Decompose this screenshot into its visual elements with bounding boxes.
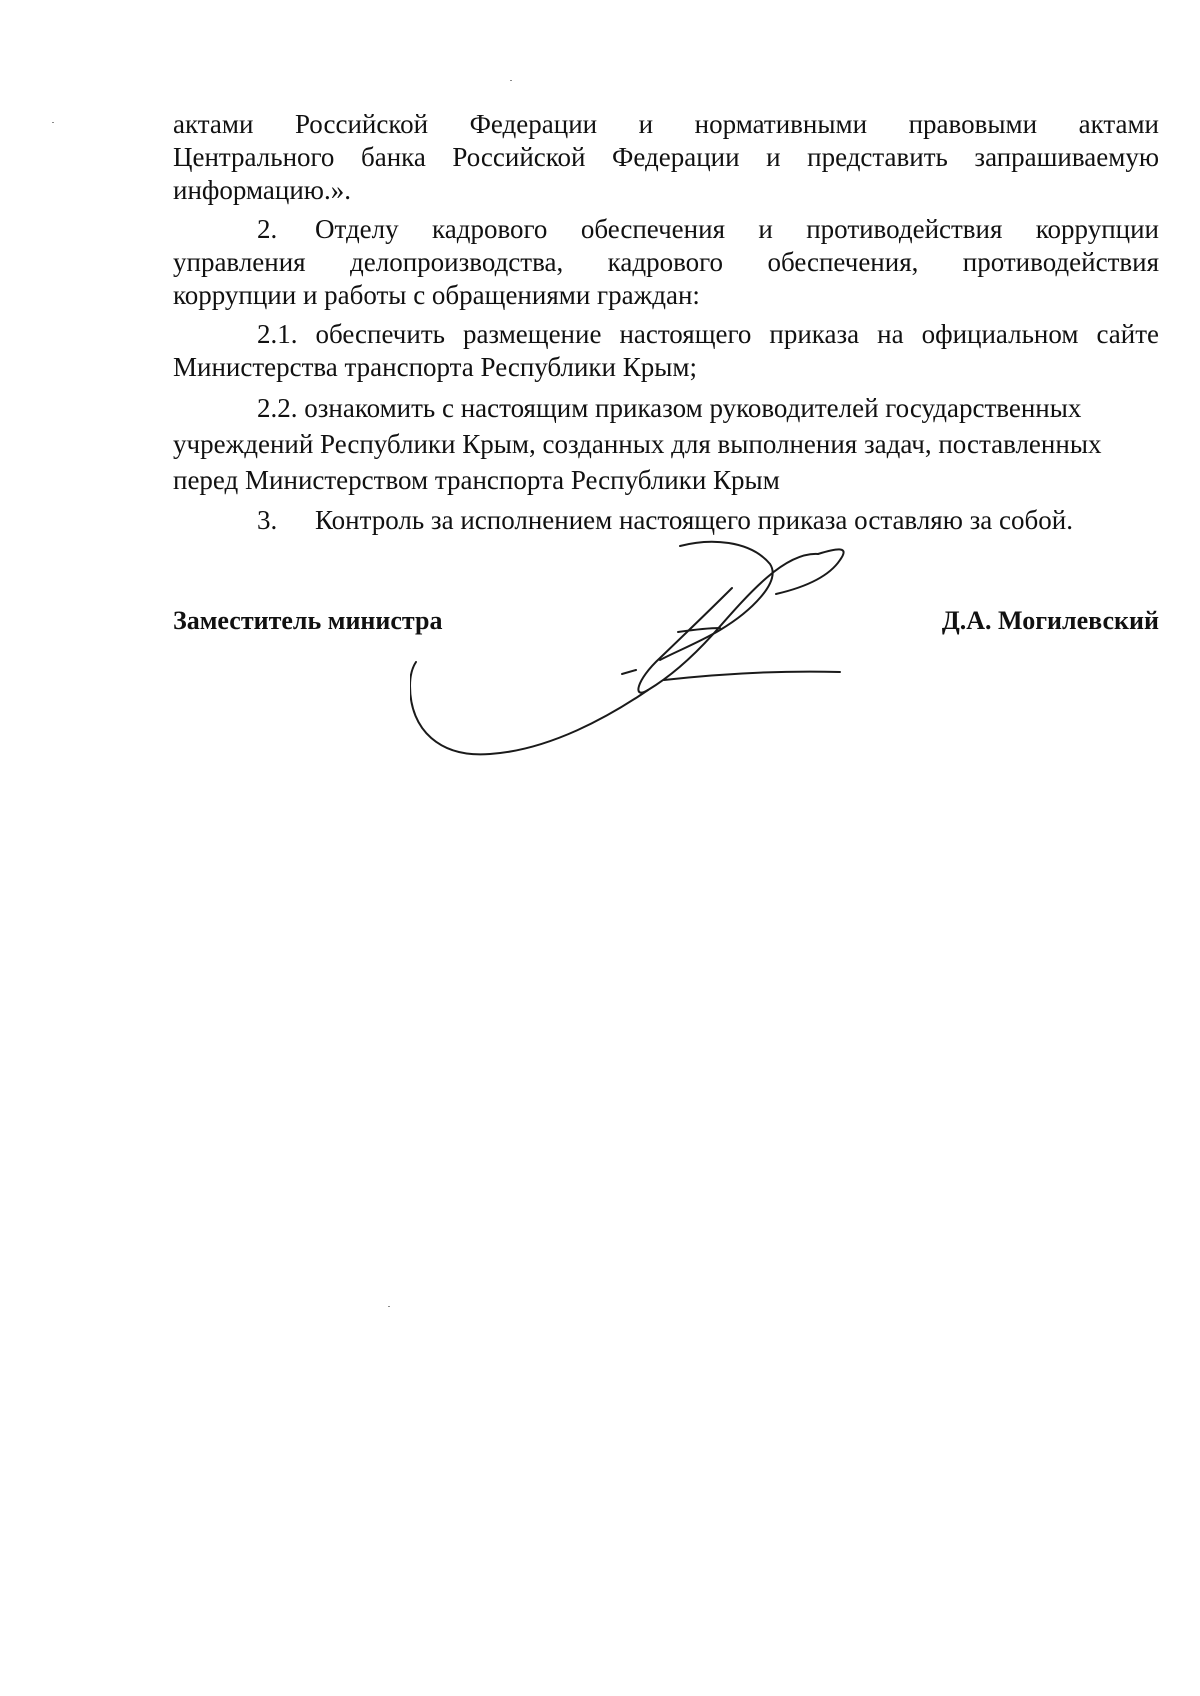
- scan-speck: [52, 122, 54, 123]
- scan-speck: [510, 80, 512, 81]
- body-line: информацию.».: [173, 175, 351, 205]
- body-line: коррупции и работы с обращениями граждан:: [173, 280, 700, 310]
- body-line: перед Министерством транспорта Республики Крым: [173, 465, 780, 495]
- item-3-text: Контроль за исполнением настоящего приказа оставляю за собой.: [315, 505, 1073, 535]
- body-line: Министерства транспорта Республики Крым;: [173, 352, 697, 382]
- order-body-text: [173, 108, 1159, 537]
- item-2-2-first-line: 2.2. ознакомить с настоящим приказом руководителей государственных: [257, 393, 1082, 423]
- signer-name: Д.А. Могилевский: [941, 606, 1159, 635]
- item-2-text: Отделу кадрового обеспечения и противодействия коррупции: [315, 214, 1159, 244]
- item-2-1-first-line: 2.1. обеспечить размещение настоящего приказа на официальном сайте: [257, 319, 1159, 349]
- signer-position: Заместитель министра: [173, 606, 443, 635]
- item-2-first-line: [173, 213, 1159, 246]
- handwritten-signature: [410, 530, 930, 780]
- item-3-number: 3.: [257, 505, 278, 535]
- body-line: Центрального банка Российской Федерации и представить запрашиваемую: [173, 142, 1159, 172]
- body-line: управления делопроизводства, кадрового обеспечения, противодействия: [173, 247, 1159, 277]
- item-2-number: 2.: [257, 214, 278, 244]
- body-line: актами Российской Федерации и нормативными правовыми актами: [173, 109, 1159, 139]
- body-line: учреждений Республики Крым, созданных для выполнения задач, поставленных: [173, 429, 1102, 459]
- scan-speck: [388, 1306, 390, 1307]
